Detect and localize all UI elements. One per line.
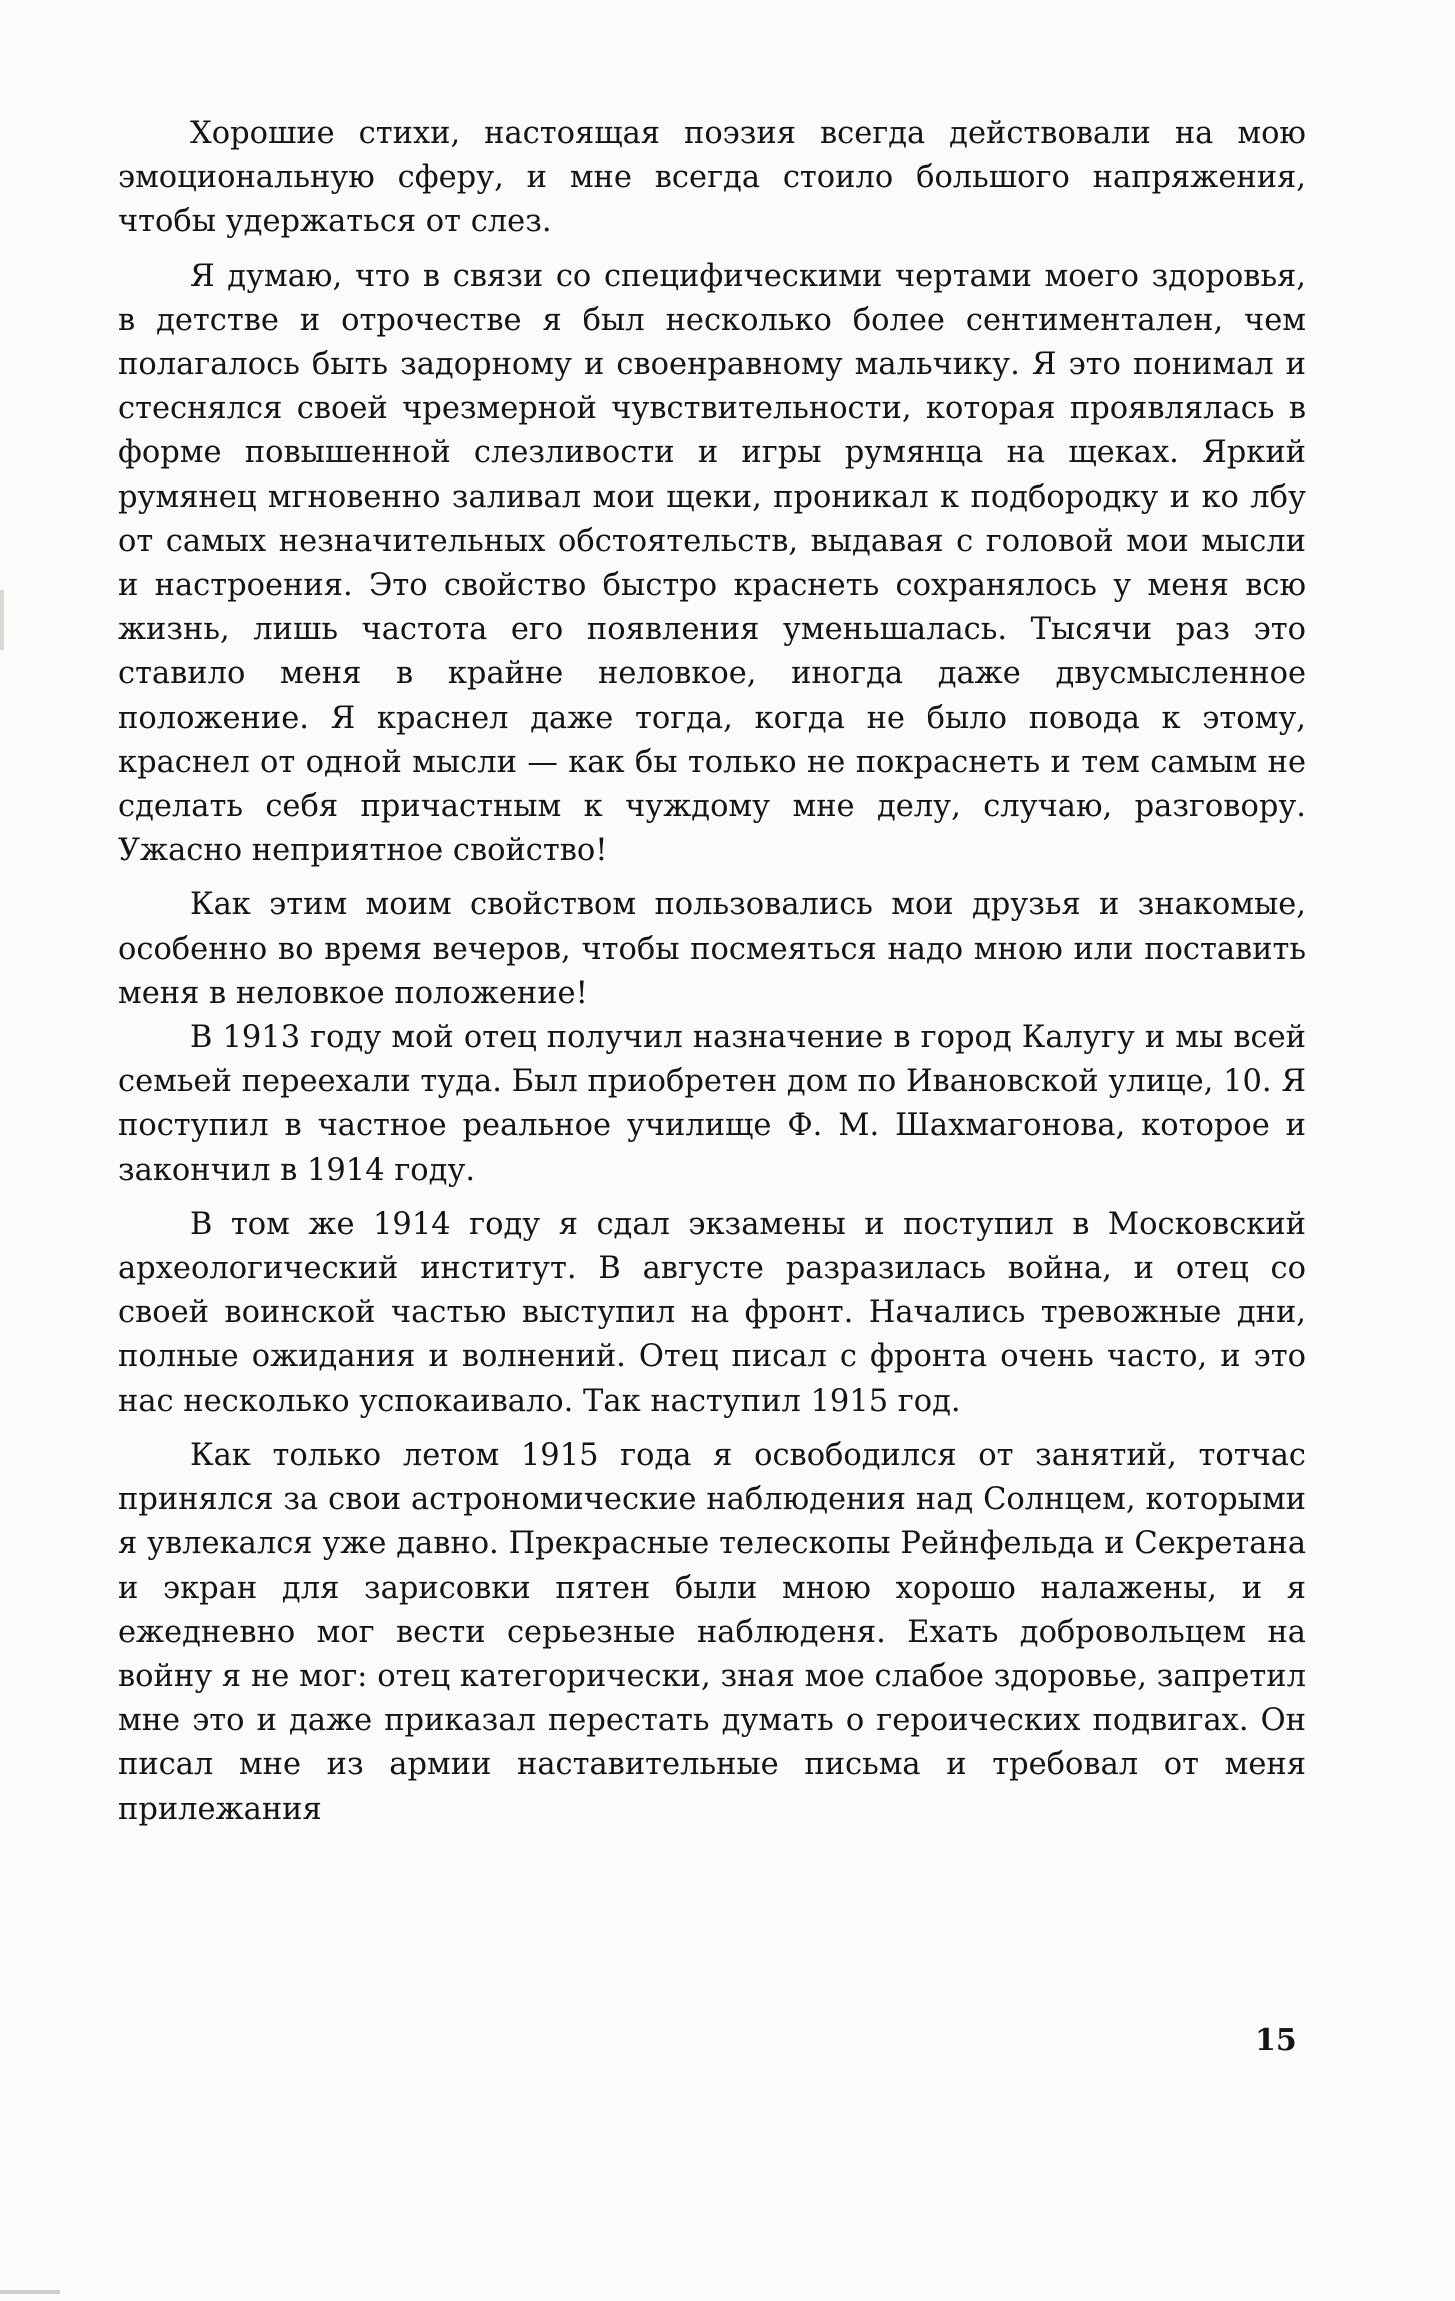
paragraph-1: Хорошие стихи, настоящая поэзия всегда действовали на мою эмоциональную сферу, и мне всегда стоило большого напряжения, чтобы удержаться от слез. xyxy=(118,116,1306,240)
paragraph-3: Как этим моим свойством пользовались мои друзья и знакомые, особенно во время вечеров, чтобы посмеяться надо мною или поставить меня в неловкое положение! xyxy=(118,887,1306,1011)
paragraph-6: Как только летом 1915 года я освободился от занятий, тотчас принялся за свои астрономические наблюдения над Солнцем, которыми я увлекался уже давно. Прекрасные телескопы Рейнфельда и Секретана и экран для зарисовки пятен были мною хорошо налажены, и я ежедневно мог вести серьезные наблюденя. Ехать добровольцем на войну я не мог: отец категорически, зная мое слабое здоровье, запретил мне это и даже приказал перестать думать о героических подвигах. Он писал мне из армии наставительные письма и требовал от меня прилежания xyxy=(118,1437,1306,1827)
scan-edge-mark xyxy=(0,590,4,650)
page-number: 15 xyxy=(1255,2023,1297,2058)
body-text xyxy=(118,112,1306,1832)
paragraph-5: В том же 1914 году я сдал экзамены и поступил в Московский археологический институт. В августе разразилась война, и отец со своей воинской частью выступил на фронт. Начались тревожные дни, полные ожидания и волнений. Отец писал с фронта очень часто, и это нас несколько успокаивало. Так наступил 1915 год. xyxy=(118,1206,1306,1419)
paragraph-2: Я думаю, что в связи со специфическими чертами моего здоровья, в детстве и отрочестве я был несколько более сентиментален, чем полагалось быть задорному и своенравному мальчику. Я это понимал и стеснялся своей чрезмерной чувствительности, которая проявлялась в форме повышенной слезливости и игры румянца на щеках. Яркий румянец мгновенно заливал мои щеки, проникал к подбородку и ко лбу от самых незначительных обстоятельств, выдавая с головой мои мысли и настроения. Это свойство быстро краснеть сохранялось у меня всю жизнь, лишь частота его появления уменьшалась. Тысячи раз это ставило меня в крайне неловкое, иногда даже двусмысленное положение. Я краснел даже тогда, когда не было повода к этому, краснел от одной мысли — как бы только не покраснеть и тем самым не сделать себя причастным к чуждому мне делу, случаю, разговору. Ужасно неприятное свойство! xyxy=(118,258,1306,869)
paragraph-4: В 1913 году мой отец получил назначение в город Калугу и мы всей семьей переехали туда. Был приобретен дом по Ивановской улице, 10. Я поступил в частное реальное училище Ф. М. Шахмагонова, которое и закончил в 1914 году. xyxy=(118,1020,1306,1188)
scan-corner-mark xyxy=(0,2290,60,2294)
